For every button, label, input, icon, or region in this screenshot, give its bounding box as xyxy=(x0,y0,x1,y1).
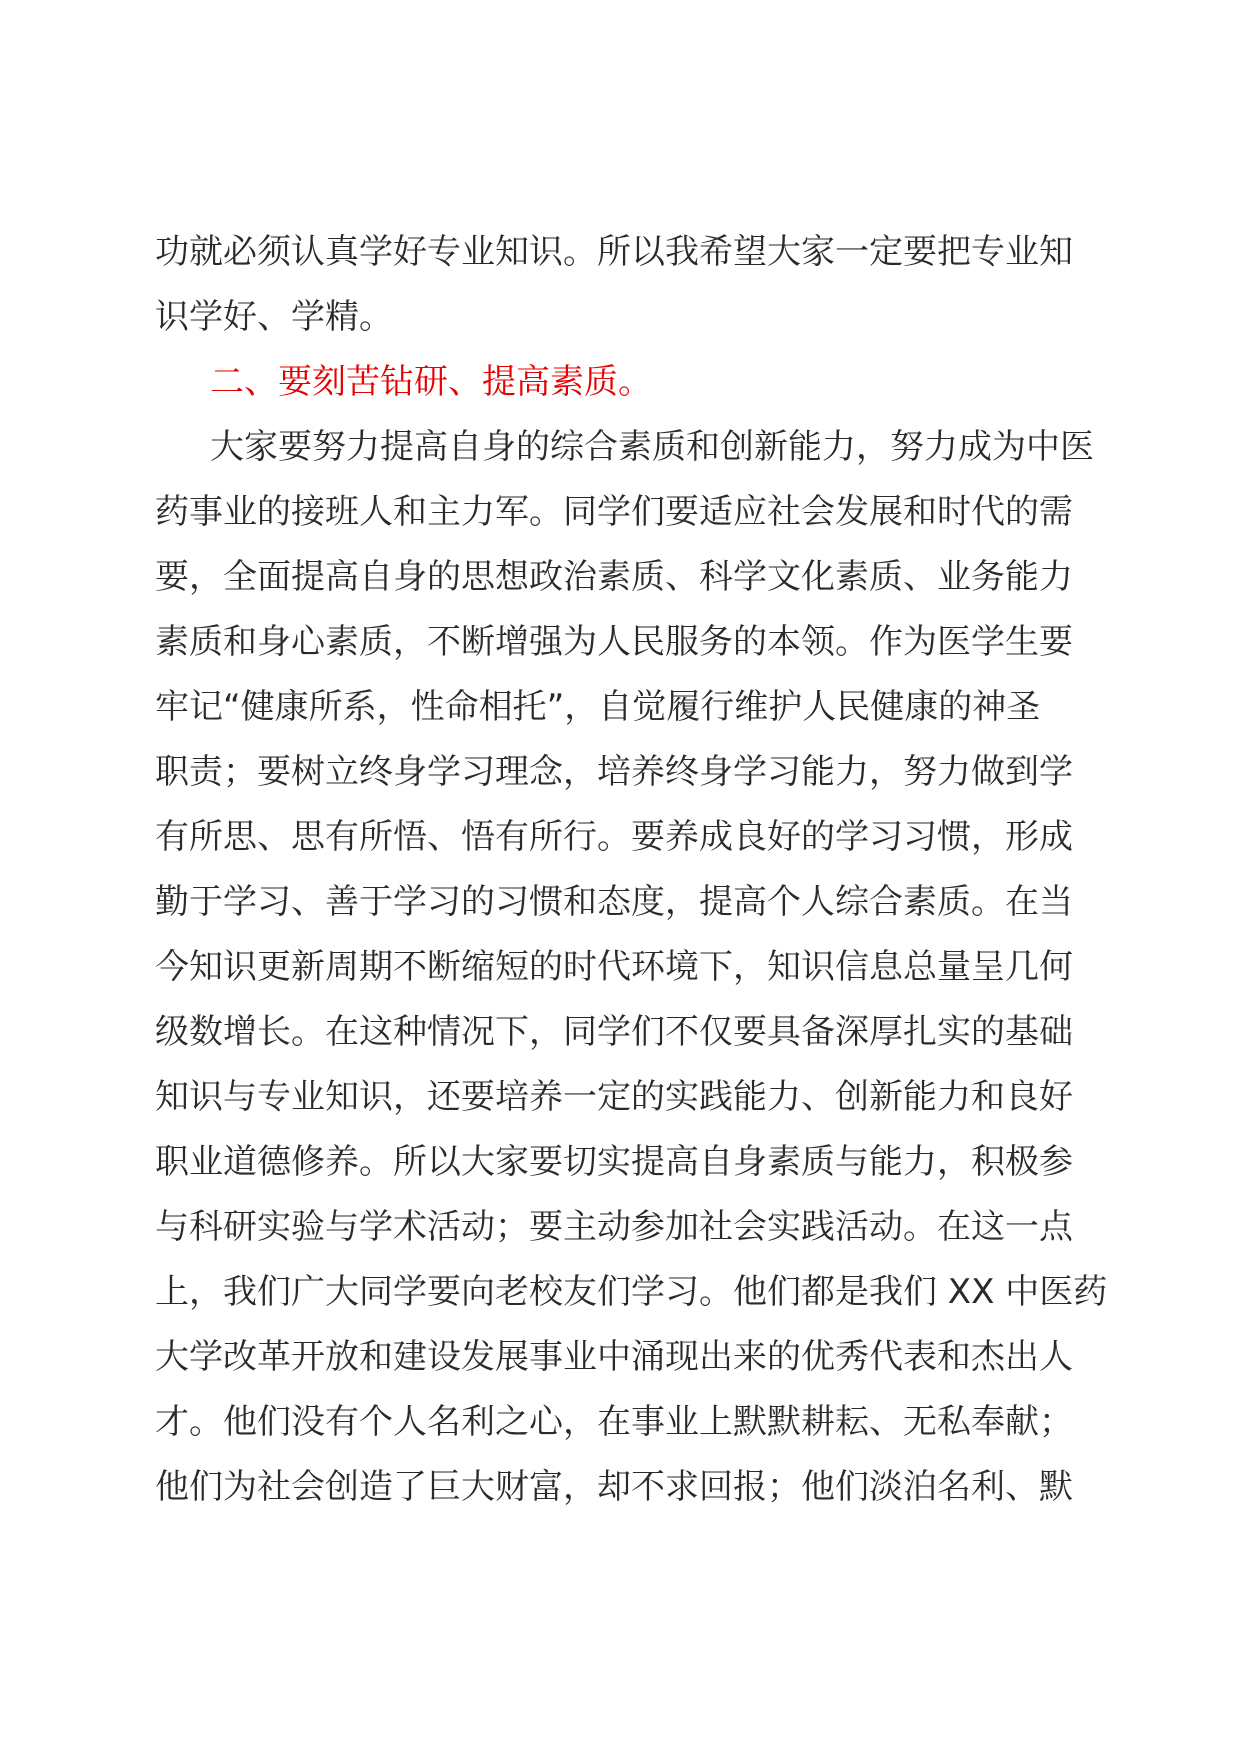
paragraph-line: 与科研实验与学术活动；要主动参加社会实践活动。在这一点 xyxy=(155,1207,1073,1247)
paragraph-line: 上，我们广大同学要向老校友们学习。他们都是我们 XX 中医药 xyxy=(155,1272,1108,1312)
paragraph-line: 药事业的接班人和主力军。同学们要适应社会发展和时代的需 xyxy=(155,492,1073,532)
paragraph-line: 大学改革开放和建设发展事业中涌现出来的优秀代表和杰出人 xyxy=(155,1337,1073,1377)
paragraph-line: 大家要努力提高自身的综合素质和创新能力，努力成为中医 xyxy=(210,427,1094,467)
paragraph-line: 素质和身心素质，不断增强为人民服务的本领。作为医学生要 xyxy=(155,622,1073,662)
body-text xyxy=(155,220,1108,1520)
paragraph-line: 职业道德修养。所以大家要切实提高自身素质与能力，积极参 xyxy=(155,1142,1073,1182)
paragraph-line: 识学好、学精。 xyxy=(155,297,393,337)
section-heading: 二、要刻苦钻研、提高素质。 xyxy=(210,362,652,402)
paragraph-line: 他们为社会创造了巨大财富，却不求回报；他们淡泊名利、默 xyxy=(155,1467,1073,1507)
paragraph-line: 今知识更新周期不断缩短的时代环境下，知识信息总量呈几何 xyxy=(155,947,1073,987)
paragraph-line: 牢记“健康所系，性命相托”，自觉履行维护人民健康的神圣 xyxy=(155,687,1041,727)
paragraph-line: 功就必须认真学好专业知识。所以我希望大家一定要把专业知 xyxy=(155,232,1073,272)
paragraph-line: 有所思、思有所悟、悟有所行。要养成良好的学习习惯，形成 xyxy=(155,817,1073,857)
paragraph-line: 知识与专业知识，还要培养一定的实践能力、创新能力和良好 xyxy=(155,1077,1073,1117)
paragraph-line: 才。他们没有个人名利之心，在事业上默默耕耘、无私奉献； xyxy=(155,1402,1073,1442)
paragraph-line: 勤于学习、善于学习的习惯和态度，提高个人综合素质。在当 xyxy=(155,882,1073,922)
paragraph-line: 要，全面提高自身的思想政治素质、科学文化素质、业务能力 xyxy=(155,557,1073,597)
paragraph-line: 级数增长。在这种情况下，同学们不仅要具备深厚扎实的基础 xyxy=(155,1012,1073,1052)
paragraph-line: 职责；要树立终身学习理念，培养终身学习能力，努力做到学 xyxy=(155,752,1073,792)
